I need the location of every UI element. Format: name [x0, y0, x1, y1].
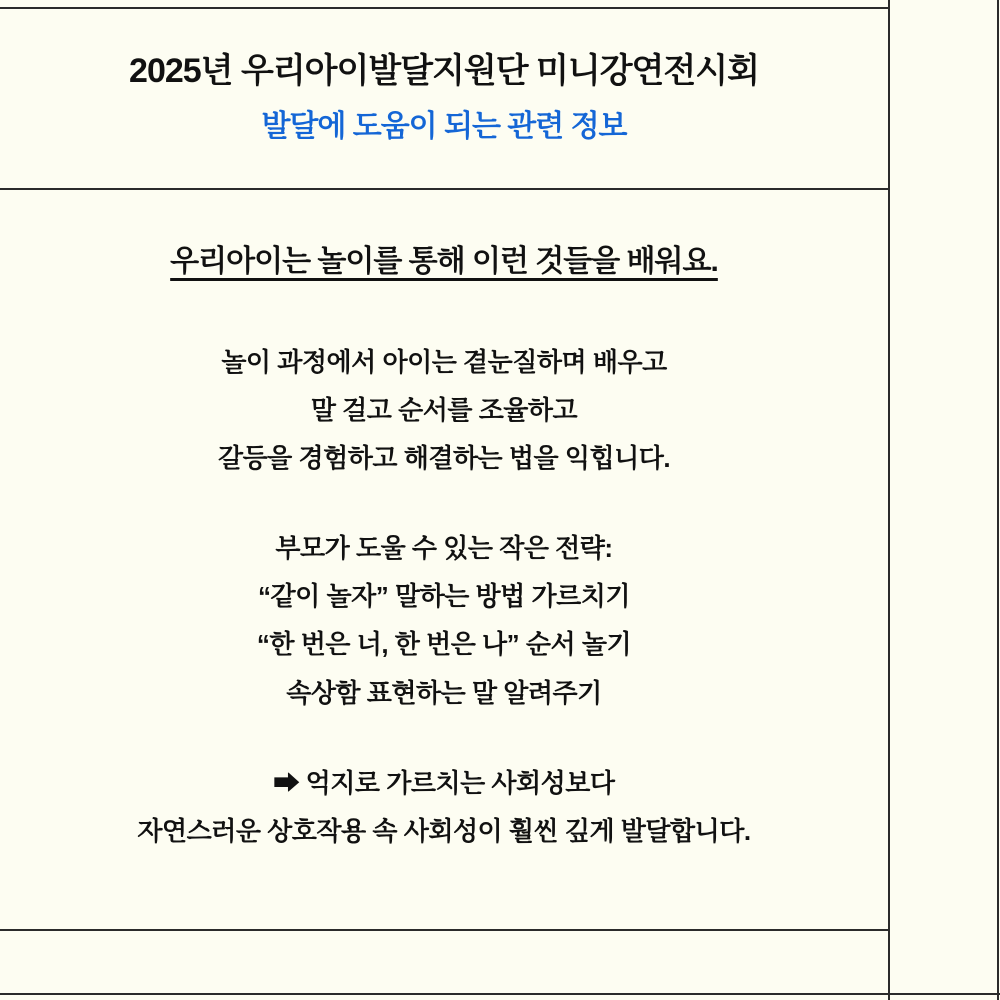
- paragraph-line: 갈등을 경험하고 해결하는 법을 익힙니다.: [217, 443, 671, 474]
- conclusion-arrow-line: ➡ 억지로 가르치는 사회성보다: [273, 767, 615, 798]
- poster-header: [0, 9, 888, 188]
- poster-body: [0, 190, 888, 929]
- page-subtitle: 발달에 도움이 되는 관련 정보: [261, 110, 627, 144]
- paragraph-line: 자연스러운 상호작용 속 사회성이 훨씬 깊게 발달합니다.: [137, 815, 751, 846]
- paragraph-line: “한 번은 너, 한 번은 나” 순서 놀기: [256, 629, 632, 660]
- paragraph-line: 말 걸고 순서를 조율하고: [310, 395, 578, 426]
- paragraph-line: 놀이 과정에서 아이는 곁눈질하며 배우고: [221, 347, 667, 377]
- paragraph-line: “같이 놀자” 말하는 방법 가르치기: [258, 581, 630, 612]
- section-heading: 우리아이는 놀이를 통해 이런 것들을 배워요.: [170, 245, 718, 278]
- divider-footer: [0, 993, 1000, 995]
- paragraph-line: 부모가 도울 수 있는 작은 전략:: [275, 533, 613, 564]
- divider-vertical-right: [888, 0, 890, 1000]
- paragraph-strategies: [30, 524, 858, 716]
- paragraph-learning: [30, 338, 858, 482]
- page-title: 2025년 우리아이발달지원단 미니강연전시회: [129, 52, 759, 91]
- divider-vertical-far-right: [997, 0, 999, 1000]
- divider-bottom: [0, 929, 888, 931]
- paragraph-line: 속상함 표현하는 말 알려주기: [286, 677, 602, 708]
- paragraph-conclusion: [30, 759, 858, 855]
